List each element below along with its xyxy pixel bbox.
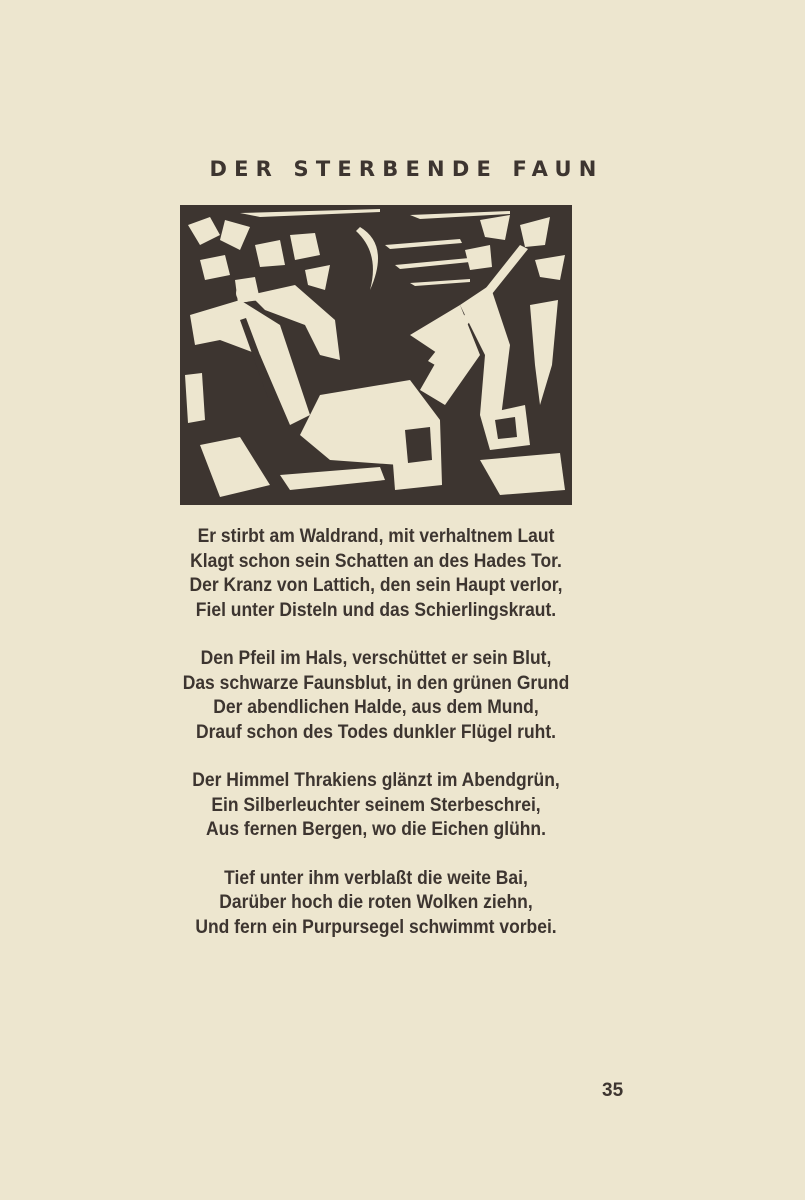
poem-line: Er stirbt am Waldrand, mit verhaltnem Laut <box>197 526 555 547</box>
poem-line: Drauf schon des Todes dunkler Flügel ruht. <box>195 721 557 743</box>
poem-line: Klagt schon sein Schatten an des Hades Tor. <box>190 550 562 572</box>
poem-line: Ein Silberleuchter seinem Sterbeschrei, <box>211 794 541 816</box>
poem-line: Darüber hoch die roten Wolken ziehn, <box>219 892 533 913</box>
poem-line: Und fern ein Purpursegel schwimmt vorbei. <box>195 916 557 938</box>
poem-line: Den Pfeil im Hals, verschüttet er sein Blut, <box>200 648 552 669</box>
poem-line: Der Himmel Thrakiens glänzt im Abendgrün, <box>192 770 560 791</box>
poem-line: Der abendlichen Halde, aus dem Mund, <box>213 697 539 718</box>
stanza-4 <box>30 867 722 941</box>
stanza-2 <box>30 647 722 745</box>
stanza-1 <box>30 525 722 623</box>
woodcut-illustration <box>180 205 572 505</box>
poem-line: Der Kranz von Lattich, den sein Haupt verlor, <box>189 575 563 596</box>
poem-line: Das schwarze Faunsblut, in den grünen Grund <box>182 672 570 694</box>
page-number: 35 <box>602 1080 624 1101</box>
poem-title: DER STERBENDE FAUN <box>209 157 604 181</box>
stanza-3 <box>30 769 722 843</box>
poem-body <box>30 525 722 964</box>
poem-line: Aus fernen Bergen, wo die Eichen glühn. <box>206 819 546 840</box>
poem-line: Tief unter ihm verblaßt die weite Bai, <box>224 867 528 889</box>
poem-line: Fiel unter Disteln und das Schierlingskraut. <box>195 599 557 621</box>
